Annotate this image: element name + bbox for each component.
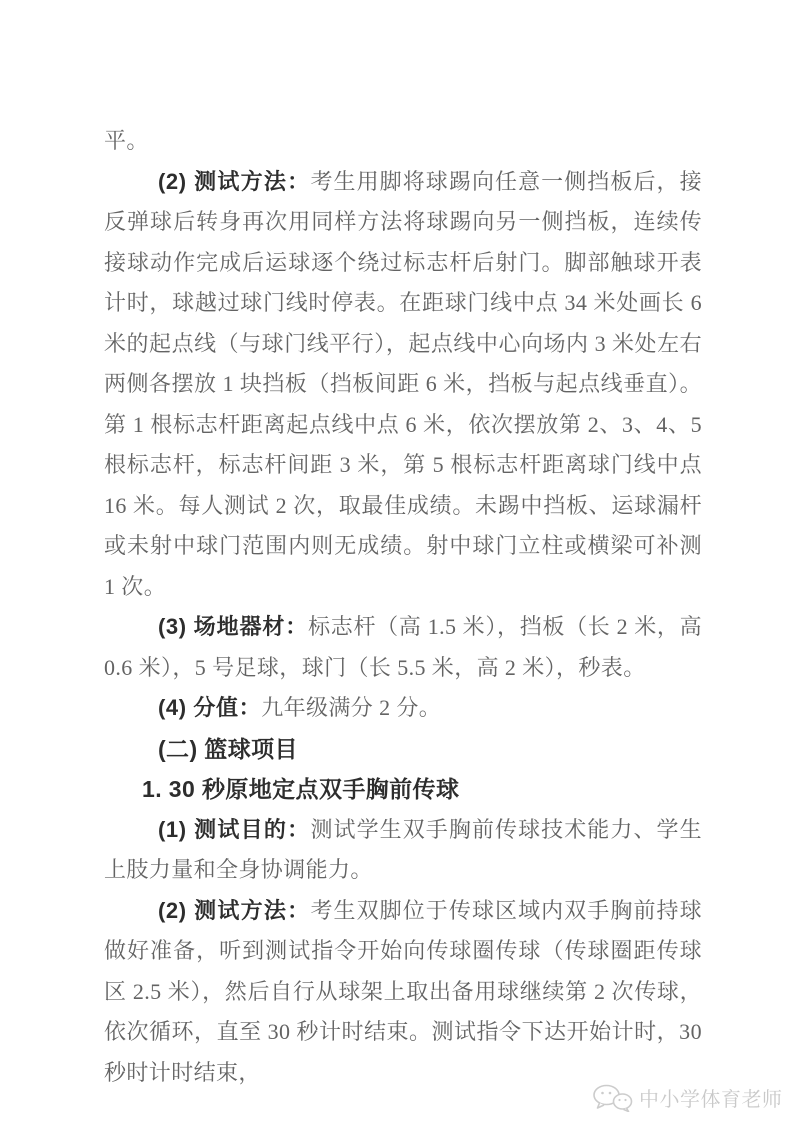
paragraph-label: (3) 场地器材：: [158, 614, 309, 639]
heading-basketball-item-1: 1. 30 秒原地定点双手胸前传球: [142, 776, 460, 802]
paragraph-continuation: [104, 121, 702, 162]
paragraph-text: 九年级满分 2 分。: [261, 695, 442, 720]
paragraph-football-test-method: [104, 162, 702, 608]
paragraph-label: (4) 分值：: [158, 695, 262, 720]
document-page: [104, 121, 702, 1093]
paragraph-basketball-test-method: [104, 891, 702, 1094]
paragraph-label: (1) 测试目的：: [158, 816, 311, 842]
paragraph-text: 考生用脚将球踢向任意一侧挡板后，接反弹球后转身再次用同样方法将球踢向另一侧挡板，连续传接球动作完成后运球逐个绕过标志杆后射门。脚部触球开表计时，球越过球门线时停表。在距球门线中点 34 米处画长 6 米的起点线（与球门线平行），起点线中心向场内 3 米处左右两侧各摆放 1 块挡板（挡板间距 6 米，挡板与起点线垂直）。第 1 根标志杆距离起点线中点 6 米，依次摆放第 2、3、4、5 根标志杆，标志杆间距 3 米，第 5 根标志杆距离球门线中点 16 米。每人测试 2 次，取最佳成绩。未踢中挡板、运球漏杆或未射中球门范围内则无成绩。射中球门立柱或横梁可补测 1 次。: [104, 168, 702, 599]
paragraph-text: 平。: [104, 128, 149, 153]
heading-basketball-section: (二) 篮球项目: [158, 735, 298, 762]
paragraph-text: 标志杆（高 1.5 米），挡板（长 2 米，高 0.6 米），5 号足球，球门（长 5.5 米，高 2 米），秒表。: [104, 614, 702, 680]
paragraph-text: 测试学生双手胸前传球技术能力、学生上肢力量和全身协调能力。: [104, 816, 702, 882]
paragraph-football-equipment: [104, 607, 702, 688]
paragraph-label: (2) 测试方法：: [158, 168, 311, 194]
paragraph-football-score: [104, 688, 702, 729]
paragraph-basketball-test-purpose: [104, 810, 702, 891]
watermark: [592, 1083, 783, 1112]
paragraph-text: 考生双脚位于传球区域内双手胸前持球做好准备，听到测试指令开始向传球圈传球（传球圈距传球区 2.5 米），然后自行从球架上取出备用球继续第 2 次传球，依次循环，直至 30 秒计时结束。测试指令下达开始计时，30 秒时计时结束，: [104, 897, 702, 1085]
wechat-icon: [592, 1084, 634, 1112]
paragraph-label: (2) 测试方法：: [158, 897, 311, 923]
watermark-text: 中小学体育老师: [639, 1089, 783, 1111]
